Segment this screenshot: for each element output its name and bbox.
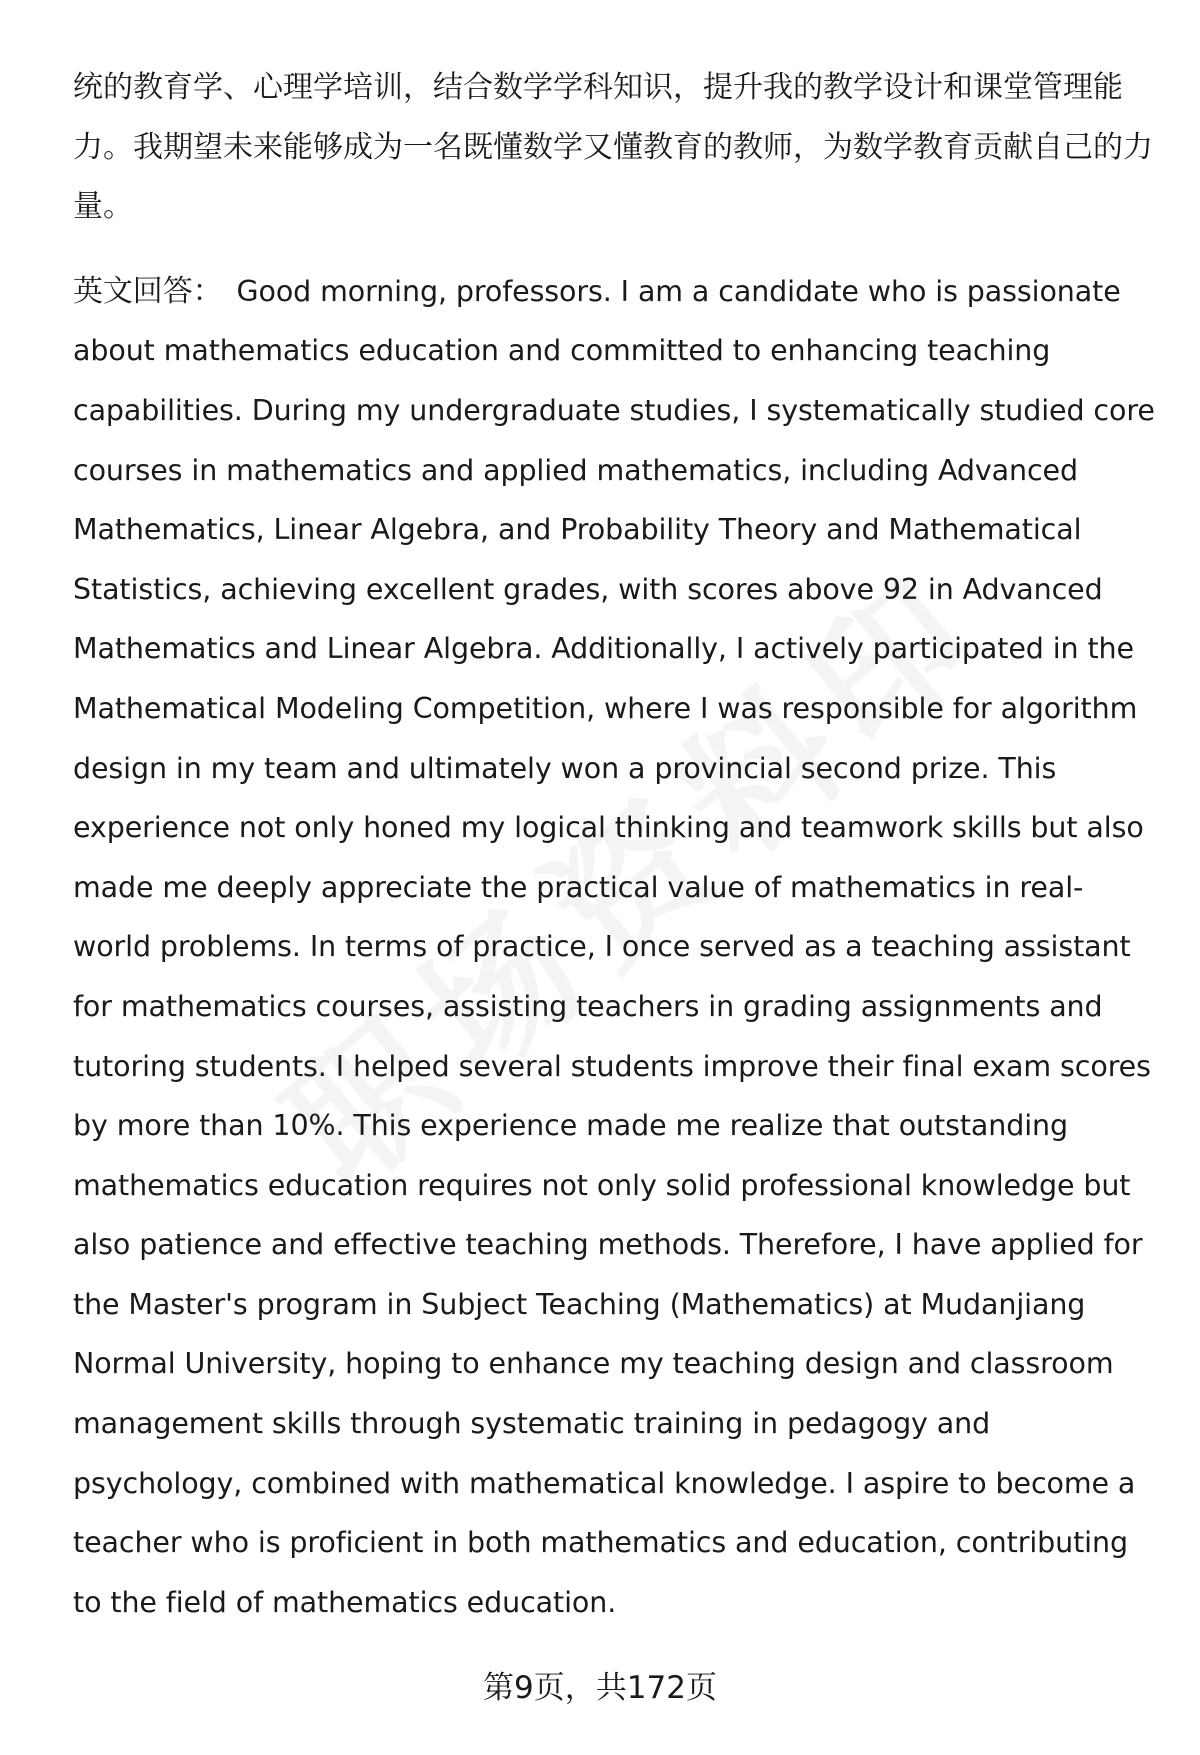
page-number-footer: 第9页，共172页 [483, 1670, 717, 1706]
chinese-answer-continuation: 统的教育学、心理学培训，结合数学学科知识，提升我的教学设计和课堂管理能力。我期望未来能够成为一名既懂数学又懂教育的教师，为数学教育贡献自己的力量。 [73, 70, 1153, 225]
english-answer-paragraph [73, 262, 1158, 1633]
english-answer-label: 英文回答： [73, 273, 223, 309]
english-answer-text: Good morning, professors. I am a candidate who is passionate about mathematics education and committed to enhancing teaching capabilities. During my undergraduate studies, I systematically studied core courses in mathematics and applied mathematics, including Advanced Mathematics, Linear Algebra, and Probability Theory and Mathematical Statistics, achieving excellent grades, with scores above 92 in Advanced Mathematics and Linear Algebra. Additionally, I actively participated in the Mathematical Modeling Competition, where I was responsible for algorithm design in my team and ultimately won a provincial second prize. This experience not only honed my logical thinking and teamwork skills but also made me deeply appreciate the practical value of mathematics in real-world problems. In terms of practice, I once served as a teaching assistant for mathematics courses, assisting teachers in grading assignments and tutoring students. I helped several students improve their final exam scores by more than 10%. This experience made me realize that outstanding mathematics education requires not only solid professional knowledge but also patience and effective teaching methods. Therefore, I have applied for the Master's program in Subject Teaching (Mathematics) at Mudanjiang Normal University, hoping to enhance my teaching design and classroom management skills through systematic training in pedagogy and psychology, combined with mathematical knowledge. I aspire to become a teacher who is proficient in both mathematics and education, contributing to the field of mathematics education. [73, 274, 1155, 1619]
page-content [73, 58, 1158, 1632]
